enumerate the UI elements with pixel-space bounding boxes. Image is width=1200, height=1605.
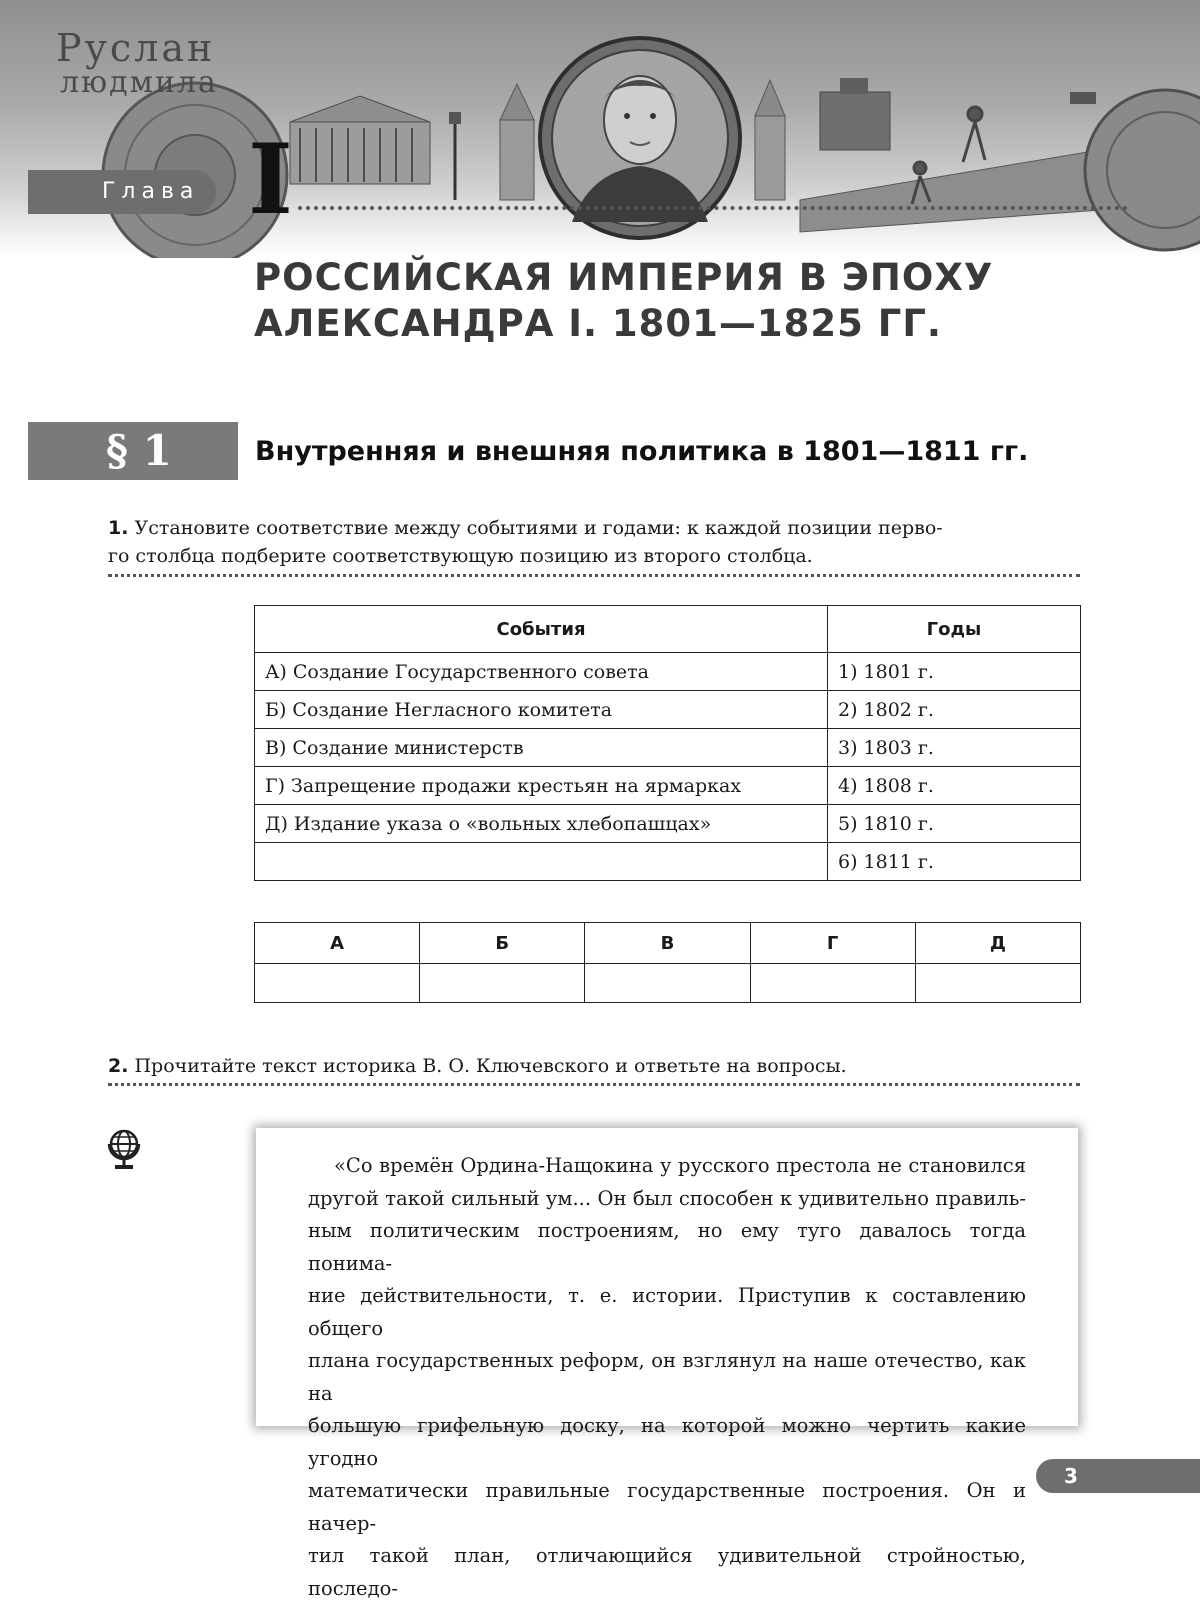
answer-header-g: Г [750, 923, 915, 964]
globe-icon [106, 1128, 142, 1174]
chapter-label: Глава [28, 170, 216, 214]
answer-cell-b[interactable] [420, 964, 585, 1003]
task-1-number: 1. [108, 517, 129, 539]
quote-line: ние действительности, т. е. истории. Приступив к составлению общего [308, 1284, 1026, 1340]
task-2-prompt [108, 1052, 1083, 1080]
table-row [255, 805, 1081, 843]
quote-line: другой такой сильный ум... Он был способен к удивительно правиль- [308, 1186, 1026, 1210]
quote-line: ным политическим построениям, но ему туго давалось тогда понима- [308, 1219, 1026, 1275]
event-cell: Д) Издание указа о «вольных хлебопашцах» [255, 805, 828, 843]
task-1-dotted-divider [108, 574, 1080, 577]
answer-header-d: Д [915, 923, 1080, 964]
answer-header-a: А [255, 923, 420, 964]
table-row [255, 767, 1081, 805]
quote-line: тил такой план, отличающийся удивительной стройностью, последо- [308, 1544, 1026, 1600]
banner-logo-line1: Руслан [56, 26, 216, 70]
chapter-title [254, 255, 1154, 347]
year-cell: 4) 1808 г. [828, 767, 1081, 805]
banner-logo [56, 28, 246, 98]
header-events: События [255, 606, 828, 653]
year-cell: 3) 1803 г. [828, 729, 1081, 767]
chapter-dotted-divider [298, 206, 1128, 210]
quote-box [256, 1128, 1078, 1600]
year-cell: 6) 1811 г. [828, 843, 1081, 881]
event-cell: Б) Создание Негласного комитета [255, 691, 828, 729]
answer-cell-v[interactable] [585, 964, 750, 1003]
answer-cell-d[interactable] [915, 964, 1080, 1003]
section-title: Внутренняя и внешняя политика в 1801—1811 гг. [255, 436, 1029, 467]
task-1-line2: го столбца подберите соответствующую позицию из второго столбца. [108, 545, 813, 567]
banner-logo-line2: людмила [60, 65, 218, 100]
answer-table [254, 922, 1081, 1003]
events-years-table [254, 605, 1081, 881]
task-1-line1 [108, 514, 1083, 542]
task-2-text: Прочитайте текст историка В. О. Ключевского и ответьте на вопросы. [128, 1055, 847, 1077]
page-number: 3 [1036, 1459, 1200, 1493]
quote-line: плана государственных реформ, он взглянул на наше отечество, как на [308, 1349, 1026, 1405]
task-2-number: 2. [108, 1055, 129, 1077]
header-years: Годы [828, 606, 1081, 653]
quote-line: «Со времён Ордина-Нащокина у русского престола не становился [334, 1154, 1026, 1177]
table-row [255, 653, 1081, 691]
task-1-prompt [108, 514, 1083, 570]
table-header-row [255, 606, 1081, 653]
task-1-line1-text: Установите соответствие между событиями и годами: к каждой позиции перво- [128, 517, 943, 539]
event-cell: Г) Запрещение продажи крестьян на ярмарках [255, 767, 828, 805]
section-number: § 1 [28, 422, 238, 480]
event-cell: А) Создание Государственного совета [255, 653, 828, 691]
table-row [255, 691, 1081, 729]
answer-input-row [255, 964, 1081, 1003]
answer-cell-g[interactable] [750, 964, 915, 1003]
quote-text [308, 1150, 1026, 1605]
chapter-banner [0, 0, 1200, 258]
answer-header-b: Б [420, 923, 585, 964]
table-row [255, 843, 1081, 881]
table-row [255, 729, 1081, 767]
task-2-dotted-divider [108, 1083, 1080, 1086]
chapter-number: I [248, 123, 293, 236]
year-cell: 5) 1810 г. [828, 805, 1081, 843]
answer-cell-a[interactable] [255, 964, 420, 1003]
chapter-title-line1: РОССИЙСКАЯ ИМПЕРИЯ В ЭПОХУ [254, 256, 994, 299]
event-cell-empty [255, 843, 828, 881]
answer-header-v: В [585, 923, 750, 964]
quote-line: большую грифельную доску, на которой можно чертить какие угодно [308, 1414, 1026, 1470]
quote-line: математически правильные государственные построения. Он и начер- [308, 1479, 1026, 1535]
year-cell: 2) 1802 г. [828, 691, 1081, 729]
chapter-title-line2: АЛЕКСАНДРА I. 1801—1825 ГГ. [254, 302, 942, 345]
answer-header-row [255, 923, 1081, 964]
event-cell: В) Создание министерств [255, 729, 828, 767]
year-cell: 1) 1801 г. [828, 653, 1081, 691]
